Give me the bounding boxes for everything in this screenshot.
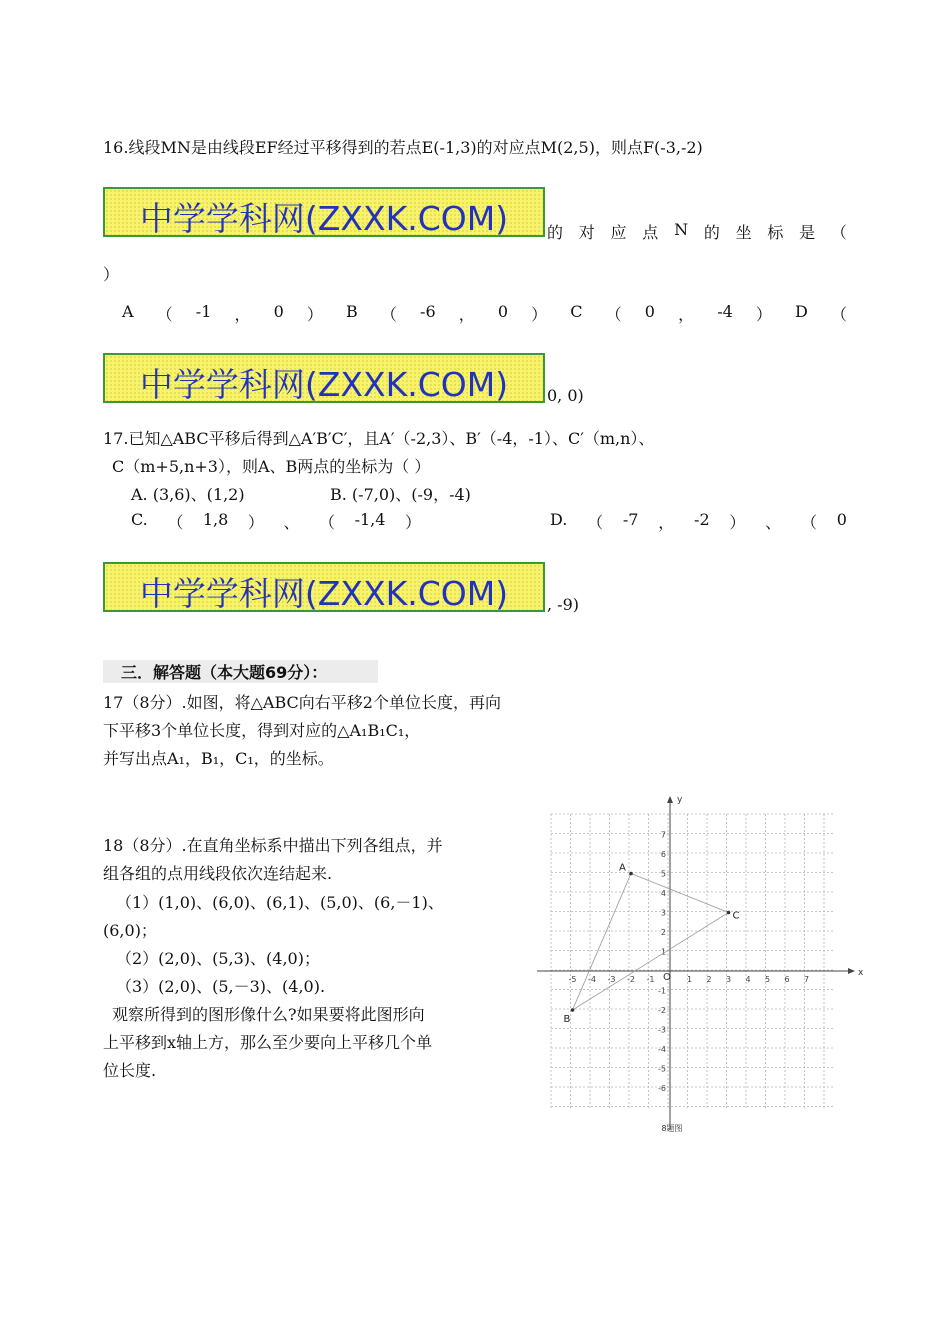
p18-line2: 组各组的点用线段依次连结起来. [103, 864, 333, 883]
option-part: 、 [765, 513, 782, 532]
q17-line1: 17.已知△ABC平移后得到△A′B′C′，且A′（-2,3）、B′（-4，-1）、C′（m,n）、 [103, 429, 655, 448]
option-part: ） [729, 513, 746, 532]
x-tick-label: 6 [784, 975, 790, 984]
option-part: 0 [644, 302, 655, 321]
option-part: -7 [622, 510, 639, 529]
x-tick-label: -5 [568, 975, 577, 984]
option-label: C. [131, 510, 148, 529]
q16-text-part: 应 [610, 223, 627, 242]
y-tick-label: -2 [658, 1006, 666, 1015]
p18-line6: （3）(2,0)、(5,－3)、(4,0). [116, 977, 326, 996]
option-label: D [795, 302, 808, 321]
option-part: ， [458, 305, 475, 324]
option-part: 0 [497, 302, 509, 321]
x-tick-label: -4 [588, 975, 596, 984]
section-heading: 三．解答题（本大题69分）： [103, 660, 378, 683]
y-tick-label: 2 [660, 928, 666, 937]
q16-text-part: （ [830, 223, 847, 242]
x-axis-label: x [858, 968, 864, 978]
option-label: A [122, 302, 134, 321]
q16-text-part: 的 [547, 223, 564, 242]
x-tick-label: 7 [803, 975, 810, 984]
option-part: 0 [836, 510, 847, 529]
option-part: 、 [283, 513, 300, 532]
y-axis-arrow [667, 796, 673, 803]
q16-text-part: 坐 [735, 223, 752, 242]
origin-label: O [663, 972, 671, 983]
option-part: （ [587, 513, 604, 532]
option-part: ） [531, 305, 548, 324]
q16-line3: ） [103, 265, 120, 284]
q17-line2: C（m+5,n+3），则A、B两点的坐标为（ ） [112, 457, 431, 476]
q16-text-part: 标 [767, 223, 784, 242]
option-part: -2 [694, 510, 710, 529]
q16-text-part: N [674, 220, 689, 239]
option-part: （ [319, 513, 336, 532]
x-tick-label: 3 [725, 975, 732, 984]
option-part: 1,8 [202, 510, 229, 529]
y-tick-label: -3 [658, 1025, 666, 1035]
q16-text-part: 点 [642, 223, 659, 242]
option-label: D. [550, 510, 568, 529]
p18-line8: 上平移到x轴上方，那么至少要向上平移几个单 [103, 1033, 433, 1052]
option-part: ） [247, 513, 264, 532]
option-part: 0 [273, 302, 284, 321]
q16-text-part: 对 [578, 223, 595, 242]
option-part: （ [167, 513, 184, 532]
q17-tail: , -9) [547, 595, 579, 614]
y-tick-label: -6 [658, 1084, 666, 1093]
y-tick-label: 7 [660, 830, 666, 840]
y-tick-label: -1 [658, 986, 666, 996]
option-label: B [346, 302, 358, 321]
y-tick-label: 1 [660, 947, 666, 957]
y-tick-label: 6 [660, 850, 666, 859]
q17-option-d [550, 510, 847, 533]
option-part: （ [605, 305, 622, 324]
x-tick-label: -1 [646, 975, 655, 984]
option-part: -1,4 [354, 510, 386, 529]
p18-line7: 观察所得到的图形像什么?如果要将此图形向 [112, 1005, 425, 1024]
q17-option-b: B. (-7,0)、(-9，-4) [330, 485, 471, 504]
watermark-banner [103, 353, 545, 403]
q16-options [122, 302, 847, 325]
p18-line3: （1）(1,0)、(6,0)、(6,1)、(5,0)、(6,－1)、 [116, 893, 444, 912]
x-tick-label: 2 [706, 975, 712, 984]
option-part: （ [156, 305, 173, 324]
p18-line5: （2）(2,0)、(5,3)、(4,0)； [116, 949, 320, 968]
watermark-text: 中学学科网(ZXXK.COM) [139, 199, 509, 238]
q16-tail: 0, 0) [547, 386, 584, 405]
option-label: C [570, 302, 583, 321]
p17-line2: 下平移3个单位长度，得到对应的△A₁B₁C₁， [103, 721, 421, 740]
q16-line1: 16.线段MN是由线段EF经过平移得到的若点E(-1,3)的对应点M(2,5)，则点F(-3,-2) [103, 138, 703, 157]
option-part: ） [306, 305, 323, 324]
y-tick-label: -4 [658, 1045, 666, 1054]
option-part: ） [404, 513, 421, 532]
figure-caption: 8题图 [661, 1124, 683, 1133]
q16-line2 [547, 220, 847, 243]
x-tick-label: -3 [607, 975, 616, 984]
option-part: ） [755, 305, 772, 324]
point-b [571, 1008, 575, 1012]
point-label-a: A [619, 862, 626, 874]
option-part: ， [678, 305, 695, 324]
option-part: （ [830, 305, 847, 324]
y-tick-label: 3 [660, 908, 666, 918]
option-part: ， [658, 513, 675, 532]
x-tick-label: 1 [686, 975, 693, 984]
watermark-text: 中学学科网(ZXXK.COM) [139, 365, 509, 404]
watermark-banner [103, 187, 545, 237]
watermark-banner [103, 562, 545, 612]
y-tick-label: 5 [660, 869, 666, 879]
option-part: （ [800, 513, 817, 532]
option-part: -6 [420, 302, 436, 321]
y-tick-label: 4 [660, 889, 666, 898]
p17-line1: 17（8分）.如图，将△ABC向右平移2个单位长度，再向 [103, 693, 501, 712]
x-tick-label: -2 [627, 975, 635, 984]
q17-option-a: A. (3,6)、(1,2) [131, 485, 245, 504]
x-tick-label: 4 [745, 975, 751, 984]
point-label-b: B [563, 1014, 571, 1025]
p18-line9: 位长度. [103, 1061, 157, 1080]
y-tick-label: -5 [658, 1064, 666, 1074]
q16-text-part: 是 [799, 223, 816, 242]
watermark-text: 中学学科网(ZXXK.COM) [139, 574, 509, 613]
option-part: ， [234, 305, 251, 324]
q17-option-c [131, 510, 421, 533]
q16-text-part: 的 [703, 223, 720, 242]
p18-line1: 18（8分）.在直角坐标系中描出下列各组点，并 [103, 836, 443, 855]
option-part: -1 [195, 302, 212, 321]
p18-line4: (6,0)； [103, 921, 157, 940]
x-axis-arrow [848, 968, 855, 974]
x-tick-label: 5 [764, 975, 771, 984]
coordinate-grid-figure [525, 790, 865, 1150]
p17-line3: 并写出点A₁，B₁，C₁，的坐标。 [103, 749, 334, 768]
point-c [727, 911, 731, 915]
point-a [629, 872, 633, 876]
point-label-c: C [732, 910, 740, 922]
y-axis-label: y [677, 795, 683, 805]
option-part: （ [380, 305, 397, 324]
option-part: -4 [717, 302, 733, 321]
